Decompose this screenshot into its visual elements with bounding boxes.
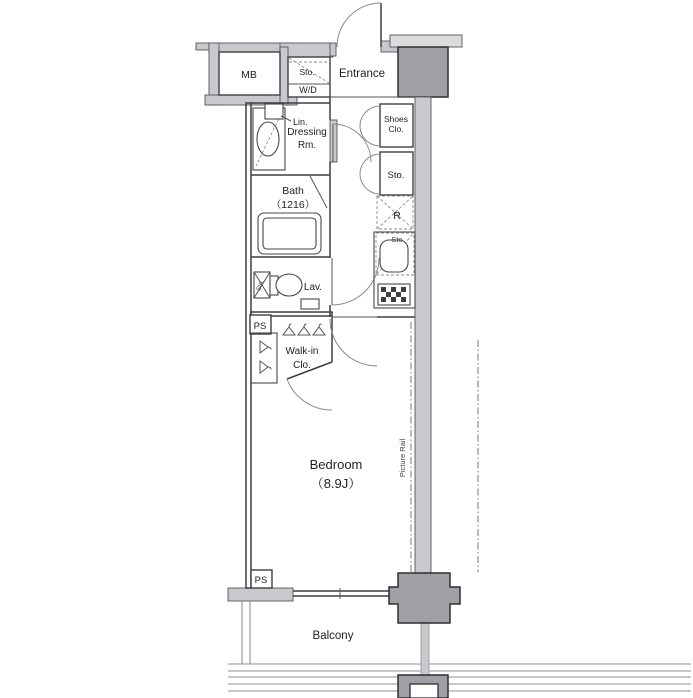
hanger-icon (283, 324, 295, 335)
bathroom (258, 176, 327, 254)
structural-walls (196, 35, 462, 601)
lav-storage-label: Sto. (255, 278, 267, 293)
lav-label: Lav. (303, 282, 323, 293)
balcony-label: Balcony (312, 630, 354, 642)
kitchen (374, 232, 415, 308)
hall-storage (360, 104, 413, 195)
dressing-door-arc (333, 124, 371, 162)
picture-rail-label: Picture Rail (398, 438, 407, 478)
walkin-rack (251, 333, 277, 383)
bedroom-label-1: Bedroom (309, 457, 363, 472)
bedroom (293, 317, 478, 599)
lavatory (254, 258, 379, 309)
pipe-space-upper (250, 315, 271, 334)
column-top-right (398, 47, 448, 97)
shoes-label-2: Clo. (388, 124, 404, 134)
sto-door-arc-top (360, 154, 380, 174)
room-mb (219, 52, 280, 95)
wall-entry-door-jamb-left (330, 43, 336, 56)
wall-left-double (246, 103, 251, 588)
closet-sto-wd (288, 57, 330, 97)
wd-label: W/D (299, 85, 317, 95)
hanger-icon (260, 361, 271, 373)
walkin-door-arc (287, 379, 332, 410)
hanger-icon (313, 324, 325, 335)
balcony-railing (228, 664, 691, 691)
eave-band-top-right (390, 35, 462, 47)
entrance-door-arc (337, 3, 381, 47)
lav-counter (301, 299, 319, 309)
lav-door-arc (332, 258, 379, 305)
shoes-door-arc-bottom (360, 126, 380, 146)
mb-label: MB (241, 69, 257, 81)
wall-left-of-closet (280, 47, 288, 105)
dressing-label-2: Rm. (297, 140, 317, 151)
sto-door-arc-bottom (360, 174, 380, 194)
refrigerator-space (377, 196, 413, 229)
bath-label-2: （1216） (270, 199, 316, 211)
shoes-door-arc-top (360, 106, 380, 126)
stove-icon (378, 284, 410, 305)
walk-in-closet (251, 324, 332, 410)
bathtub-icon (258, 213, 321, 254)
toilet-icon (276, 274, 302, 296)
closet-sto-label: Sto. (299, 67, 315, 77)
pipe-space-lower (251, 570, 272, 588)
bedroom-label-2: （8.9J） (310, 476, 362, 491)
hall-sto-label: Sto. (387, 170, 405, 181)
fridge-label: R (393, 210, 401, 222)
dressing-label-1: Dressing (287, 127, 327, 138)
ps-lower-label: PS (254, 575, 268, 586)
entrance-label: Entrance (338, 68, 386, 80)
column-donut-inner (410, 684, 438, 698)
dressing-room (253, 104, 371, 170)
hanger-icon (260, 341, 271, 353)
shoes-label-1: Shoes (383, 114, 409, 124)
kitchen-sto-label: Sto. (391, 235, 405, 244)
walkin-label-2: Clo. (293, 360, 311, 371)
linen-label: Lin. (293, 117, 308, 127)
bedroom-door-arc (330, 319, 377, 366)
wall-bottom-left (228, 588, 293, 601)
bath-label-1: Bath (282, 185, 304, 197)
ps-upper-label: PS (253, 321, 267, 332)
column-cross-bottom-right (389, 573, 460, 623)
walkin-label-1: Walk-in (285, 346, 319, 357)
linen-cabinet (265, 104, 283, 119)
column-stem (421, 623, 429, 675)
wall-right (415, 97, 431, 573)
hanger-icon (298, 324, 310, 335)
kitchen-sink-icon (380, 240, 408, 272)
